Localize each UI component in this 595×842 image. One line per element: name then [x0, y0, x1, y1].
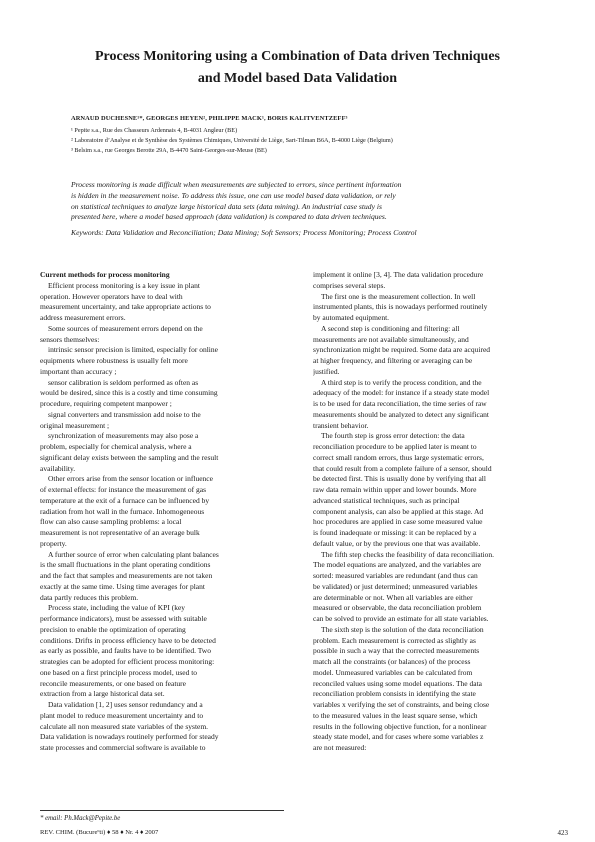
body-text-line: results in the following objective function, for a nonlinear — [313, 721, 487, 731]
body-text-line: availability. — [40, 463, 76, 473]
body-text-line: adequacy of the model: for instance if a steady state model — [313, 388, 490, 398]
body-text-line: match all the constraints (or balances) of the process — [313, 657, 471, 666]
body-text-line: Data validation is nowadays routinely performed for steady — [40, 732, 219, 742]
abstract-line: Process monitoring is made difficult when measurements are subjected to errors, since pertinent information — [71, 180, 402, 189]
body-text-line: are determinable or not. When all variables are either — [313, 592, 473, 602]
section-heading: Current methods for process monitoring — [40, 270, 170, 279]
title-line-1: Process Monitoring using a Combination of Data driven Techniques — [94, 49, 500, 64]
body-text-line: possible in such a way that the corrected measurements — [313, 646, 480, 656]
body-text-line: signal converters and transmission add noise to the — [48, 409, 201, 419]
body-text-line: and the fact that samples and measurements are not taken — [40, 571, 213, 580]
journal-footer: REV. CHIM. (Bucureºti) ♦ 58 ♦ Nr. 4 ♦ 2007 — [40, 829, 159, 836]
body-text-line: is found inadequate or missing: it can be replaced by a — [313, 528, 477, 537]
body-text-line: Process state, including the value of KPI (key — [48, 603, 186, 613]
paper-title — [40, 46, 555, 90]
body-text-line: plant model to reduce measurement uncertainty and to — [40, 710, 204, 720]
body-text-line: be validated) or just determined; unmeasured variables — [313, 581, 478, 591]
body-text-line: model. Unmeasured variables can be calculated from — [313, 667, 473, 677]
body-text-line: component analysis, can also be applied at this stage. Ad — [313, 506, 484, 516]
left-column — [40, 270, 296, 754]
body-text-line: can be solved to provide an estimate for all state variables. — [313, 614, 489, 623]
body-text-line: hoc procedures are applied in case some measured value — [313, 517, 483, 527]
body-text-line: reconciliation problem consists in identifying the state — [313, 689, 476, 699]
body-text-line: address measurement errors. — [40, 313, 126, 322]
body-text-line: measurements should be analyzed to detect any significant — [313, 409, 489, 419]
body-text-line: at higher frequency, and filtering or averaging can be — [313, 356, 473, 365]
body-text-line: data partly reduces this problem. — [40, 592, 139, 602]
body-text-line: implement it online [3, 4]. The data validation procedure — [313, 270, 484, 279]
author-list: ARNAUD DUCHESNE¹*, GEORGES HEYEN², PHILIPPE MACK¹, BORIS KALITVENTZEFF³ — [71, 115, 348, 122]
affiliation-2: ² Laboratoire d’Analyse et de Synthèse des Systèmes Chimiques, Université de Liège, Sart-Tilman B6A, B-4000 Liège (Belgium) — [71, 137, 393, 145]
body-text-line: problem, especially for chemical analysis, where a — [40, 442, 192, 451]
body-text-line: Other errors arise from the sensor location or influence — [48, 474, 213, 484]
body-text-line: default value, or by the previous one that was available. — [313, 538, 481, 548]
body-text-line: advanced statistical techniques, such as principal — [313, 495, 460, 505]
body-text-line: reconciled values using some model equations. The data — [313, 678, 482, 688]
body-text-line: raw data remain within upper and lower bounds. More — [313, 485, 477, 494]
body-text-line: operation. However operators have to deal with — [40, 291, 183, 301]
body-text-line: extraction from a large historical data set. — [40, 689, 165, 699]
body-text-line: by automated equipment. — [313, 313, 390, 322]
body-text-line: The fourth step is gross error detection: the data — [321, 431, 465, 441]
body-text-line: sensors themselves: — [40, 334, 100, 344]
body-text-line: procedure, requiring competent manpower ; — [40, 399, 172, 408]
body-text-line: equipments where robustness is usually felt more — [40, 356, 188, 365]
body-text-line: measurements are not available simultaneously, and — [313, 334, 469, 344]
abstract — [71, 180, 523, 223]
page-number: 423 — [557, 829, 568, 837]
body-text-line: variables x verifying the set of constraints, and being close — [313, 700, 490, 709]
body-text-line: property. — [40, 538, 67, 548]
body-text-line: instrumented plants, this is nowadays performed routinely — [313, 302, 488, 312]
body-text-line: significant delay exists between the sampling and the result — [40, 452, 219, 462]
body-text-line: justified. — [313, 366, 340, 376]
footnote-rule — [40, 810, 284, 811]
abstract-line: presented here, where a model based approach (data validation) is compared to data driven techniques. — [71, 212, 387, 222]
abstract-line: is hidden in the measurement noise. To address this issue, one can use model based data validation, or rely — [71, 190, 396, 200]
footnote-email: * email: Ph.Mack@Pepite.be — [40, 815, 121, 822]
body-text-line: important than accuracy ; — [40, 366, 117, 376]
body-text-line: reconciliation procedure to be applied later is meant to — [313, 442, 477, 451]
body-text-line: sensor calibration is seldom performed as often as — [48, 377, 199, 387]
body-text-line: is to be used for data reconciliation, the time series of raw — [313, 399, 487, 408]
body-text-line: that could result from a complete failure of a sensor, should — [313, 463, 492, 473]
body-text-line: is the small fluctuations in the plant operating conditions — [40, 560, 211, 570]
body-text-line: are not measured: — [313, 743, 367, 752]
body-text-line: be detected first. This is usually done by verifying that all — [313, 474, 486, 484]
body-text-line: strategies can be adopted for efficient process monitoring: — [40, 657, 215, 666]
affiliation-1: ¹ Pepite s.a., Rue des Chasseurs Ardennais 4, B-4031 Angleur (BE) — [71, 127, 238, 134]
body-text-line: A further source of error when calculating plant balances — [48, 549, 219, 559]
body-text-line: The model equations are analyzed, and the variables are — [313, 560, 482, 570]
body-text-line: performance indicators), must be assessed with suitable — [40, 614, 207, 623]
body-text-line: Data validation [1, 2] uses sensor redundancy and a — [48, 700, 203, 709]
affiliation-3: ³ Belsim s.a., rue Georges Berotte 29A, B-4470 Saint-Georges-sur-Meuse (BE) — [71, 147, 267, 155]
body-text-line: flow can also cause sampling problems: a local — [40, 517, 182, 527]
body-text-line: A second step is conditioning and filtering: all — [321, 323, 460, 333]
body-text-line: sorted: measured variables are redundant (and thus can — [313, 571, 478, 580]
title-line-2: and Model based Data Validation — [197, 71, 398, 86]
body-text-line: precision to enable the optimization of operating — [40, 624, 186, 634]
body-text-line: state processes and commercial software is available to — [40, 743, 206, 752]
body-text-line: of external effects: for instance the measurement of gas — [40, 485, 207, 494]
body-text-line: original measurement ; — [40, 420, 110, 430]
right-column — [313, 270, 569, 754]
body-text-line: Efficient process monitoring is a key issue in plant — [48, 280, 200, 290]
affiliations — [71, 126, 393, 157]
body-text-line: steady state model, and for cases where some variables z — [313, 732, 484, 742]
body-text-line: to the measured values in the least square sense, which — [313, 710, 478, 720]
body-text-line: reconcile measurements, or one based on feature — [40, 678, 186, 688]
body-text-line: correct small random errors, thus large systematic errors, — [313, 452, 484, 462]
keywords: Keywords: Data Validation and Reconciliation; Data Mining; Soft Sensors; Process Monitoring; Process Control — [71, 228, 417, 237]
body-text-line: conditions. Drifts in process efficiency have to be detected — [40, 635, 216, 645]
body-text-line: one based on a first principle process model, used to — [40, 667, 198, 677]
body-text-line: as early as possible, and faults have to be identified. Two — [40, 646, 211, 656]
body-text-line: intrinsic sensor precision is limited, especially for online — [48, 345, 218, 355]
body-text-line: A third step is to verify the process condition, and the — [321, 377, 482, 387]
body-text-line: The first one is the measurement collection. In well — [321, 291, 476, 301]
body-text-line: problem. Each measurement is corrected as slightly as — [313, 635, 476, 645]
body-text-line: synchronization of measurements may also pose a — [48, 431, 199, 441]
body-text-line: measured or observable, the data reconciliation problem — [313, 603, 482, 613]
abstract-line: on statistical techniques to analyze large historical data sets (data mining). An industrial case study is — [71, 201, 382, 211]
body-text-line: synchronization might be required. Some data are acquired — [313, 345, 491, 355]
body-text-line: measurement uncertainty, and take appropriate actions to — [40, 302, 211, 312]
body-text-line: calculate all non measured state variables of the system. — [40, 721, 209, 731]
body-text-line: Some sources of measurement errors depend on the — [48, 323, 203, 333]
body-text-line: exactly at the same time. Using time averages for plant — [40, 581, 205, 591]
body-text-line: transient behavior. — [313, 420, 369, 430]
body-text-line: measurement is not representative of an average bulk — [40, 528, 200, 537]
body-text-line: would be desired, since this is a costly and time consuming — [40, 388, 218, 398]
body-text-line: temperature at the exit of a furnace can be influenced by — [40, 495, 210, 505]
body-text-line: radiation from hot wall in the furnace. Inhomogeneous — [40, 506, 205, 516]
body-text-line: comprises several steps. — [313, 280, 386, 290]
body-text-line: The sixth step is the solution of the data reconciliation — [321, 624, 484, 634]
body-text-line: The fifth step checks the feasibility of data reconciliation. — [321, 549, 495, 559]
